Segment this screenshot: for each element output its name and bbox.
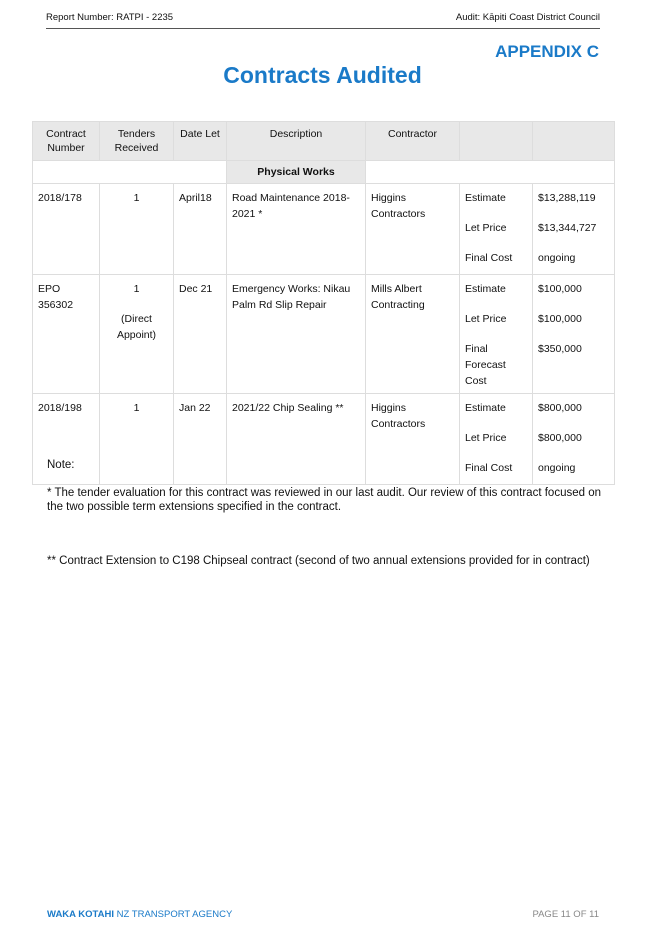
price-label: Final Cost bbox=[465, 462, 513, 474]
table-row bbox=[33, 275, 615, 394]
description: Emergency Works: Nikau Palm Rd Slip Repair bbox=[232, 283, 351, 311]
price-value: $800,000 bbox=[538, 402, 582, 414]
col-header: Tenders Received bbox=[100, 122, 174, 161]
price-value: ongoing bbox=[538, 252, 576, 264]
price-value: ongoing bbox=[538, 462, 576, 474]
description: Road Maintenance 2018-2021 * bbox=[232, 192, 350, 220]
col-header: Date Let bbox=[174, 122, 227, 161]
tenders-note: (Direct Appoint) bbox=[116, 313, 157, 341]
footer-brand bbox=[47, 909, 232, 920]
price-label: Final Forecast Cost bbox=[465, 343, 506, 387]
page-number: PAGE 11 OF 11 bbox=[532, 909, 599, 920]
date-let: Dec 21 bbox=[179, 283, 213, 295]
price-label: Estimate bbox=[465, 192, 506, 204]
page-header bbox=[46, 12, 600, 29]
tenders-received: 1 bbox=[133, 283, 140, 295]
price-label: Estimate bbox=[465, 283, 506, 295]
contract-number: 2018/198 bbox=[38, 402, 82, 414]
contractor: Higgins Contractors bbox=[371, 192, 426, 220]
tenders-received: 1 bbox=[133, 192, 140, 204]
tenders-received: 1 bbox=[133, 402, 140, 414]
price-label: Let Price bbox=[465, 222, 507, 234]
date-let: Jan 22 bbox=[179, 402, 211, 414]
contract-number: EPO 356302 bbox=[38, 283, 74, 311]
table-row bbox=[33, 184, 615, 275]
col-header: Description bbox=[227, 122, 366, 161]
col-header: Contractor bbox=[366, 122, 460, 161]
report-number: Report Number: RATPI - 2235 bbox=[46, 12, 174, 23]
price-value: $100,000 bbox=[538, 313, 582, 325]
col-header: Contract Number bbox=[33, 122, 100, 161]
contractor: Mills Albert Contracting bbox=[371, 283, 425, 311]
price-value: $350,000 bbox=[538, 343, 582, 355]
price-value: $100,000 bbox=[538, 283, 582, 295]
table-header-row bbox=[33, 122, 615, 161]
page-title: Contracts Audited bbox=[223, 62, 422, 88]
price-label: Let Price bbox=[465, 313, 507, 325]
appendix-label: APPENDIX C bbox=[495, 42, 599, 61]
col-header bbox=[533, 122, 615, 161]
section-row bbox=[33, 161, 615, 184]
contracts-table bbox=[32, 121, 615, 485]
col-header bbox=[460, 122, 533, 161]
price-label: Estimate bbox=[465, 402, 506, 414]
contract-number: 2018/178 bbox=[38, 192, 82, 204]
audit-name: Audit: Kāpiti Coast District Council bbox=[455, 12, 600, 23]
note-item: ** Contract Extension to C198 Chipseal contract (second of two annual extensions provided for in contract) bbox=[47, 555, 590, 567]
price-value: $13,344,727 bbox=[538, 222, 597, 234]
section-label: Physical Works bbox=[227, 161, 366, 184]
brand-name: WAKA KOTAHI bbox=[47, 909, 115, 920]
price-value: $800,000 bbox=[538, 432, 582, 444]
note-item: * The tender evaluation for this contract was reviewed in our last audit. Our review of this contract focused on the two possible term extensions specified in the contract. bbox=[47, 487, 601, 513]
price-label: Final Cost bbox=[465, 252, 513, 264]
date-let: April18 bbox=[179, 192, 212, 204]
price-value: $13,288,119 bbox=[538, 192, 596, 204]
notes bbox=[47, 458, 607, 582]
price-label: Let Price bbox=[465, 432, 507, 444]
contractor: Higgins Contractors bbox=[371, 402, 426, 430]
agency-name: NZ TRANSPORT AGENCY bbox=[114, 909, 233, 920]
notes-heading: Note: bbox=[47, 459, 75, 471]
description: 2021/22 Chip Sealing ** bbox=[232, 402, 344, 414]
